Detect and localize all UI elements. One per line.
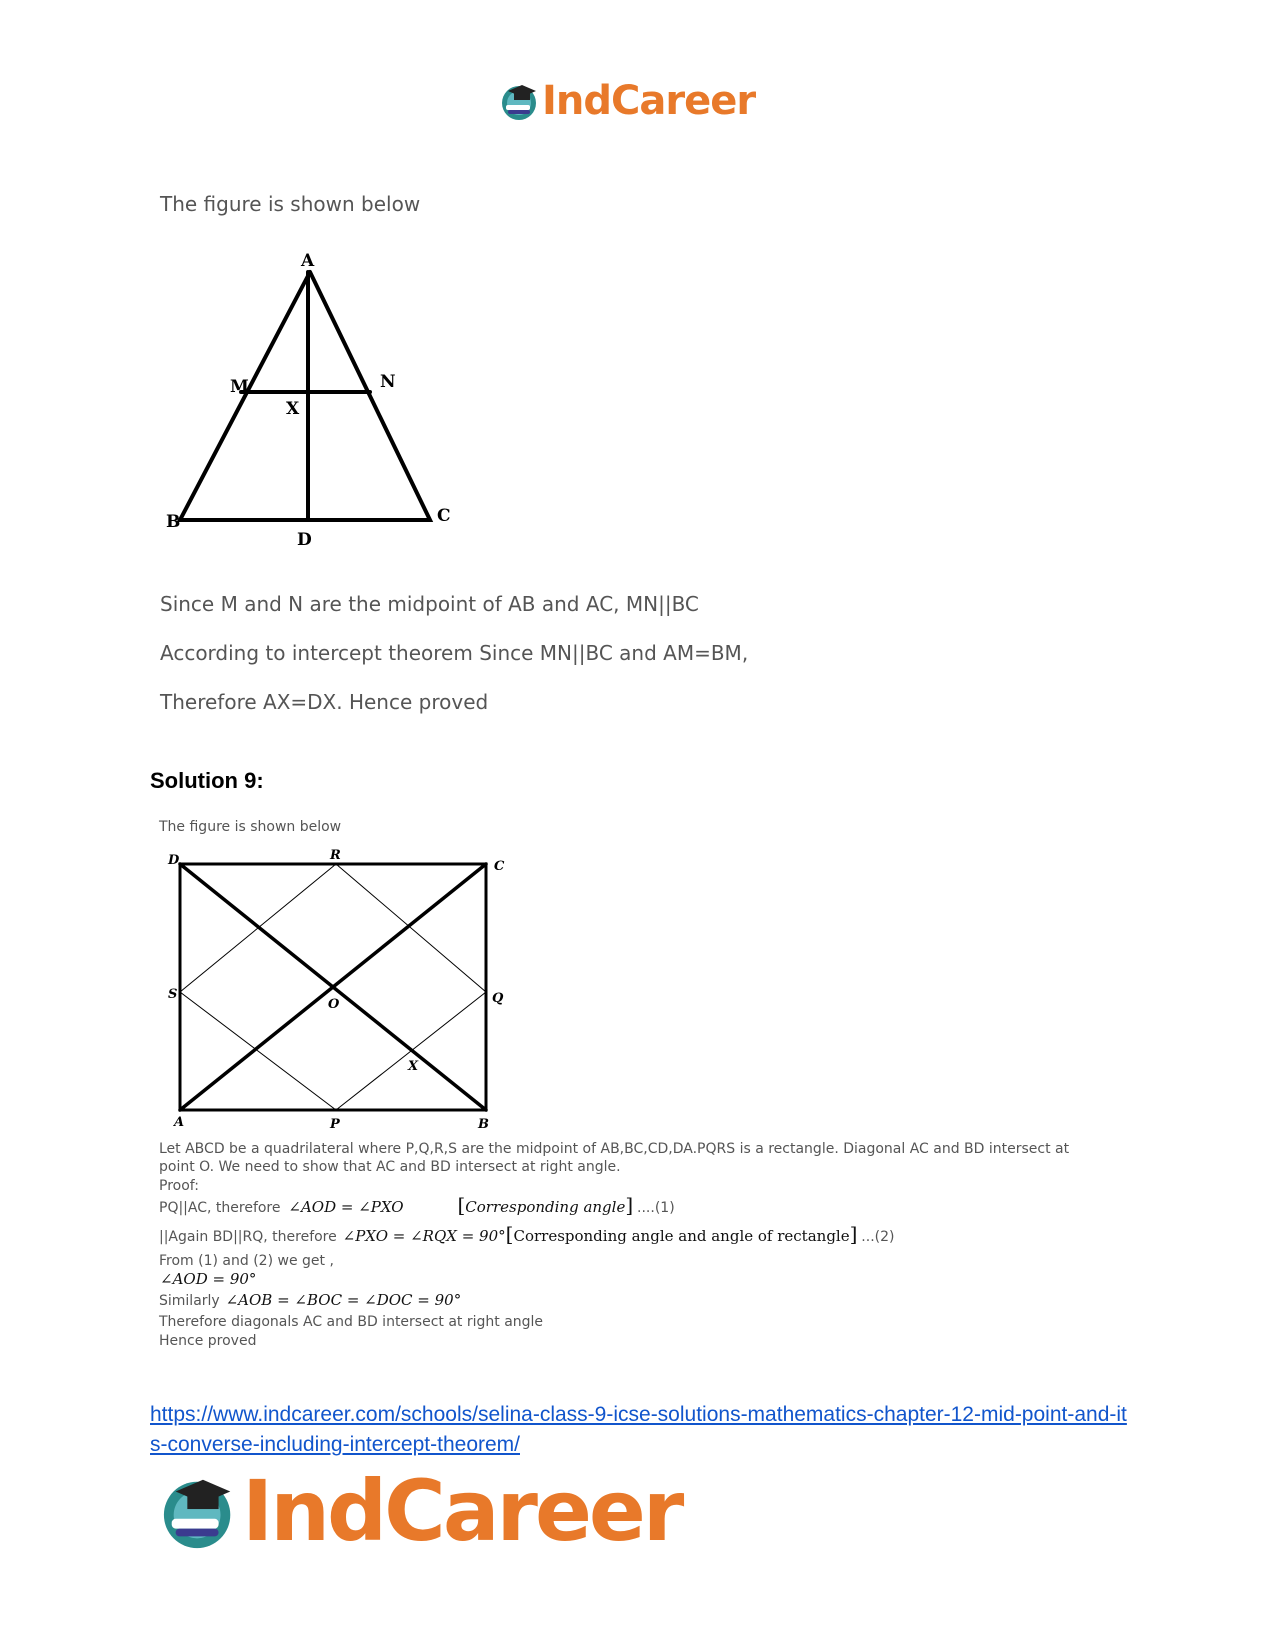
step1-ref: ....(1) [637,1200,675,1216]
header-logo-text: IndCareer [542,78,756,124]
label-c: C [494,859,505,874]
label-a: A [301,251,315,271]
step1-text: PQ||AC, therefore [159,1200,281,1216]
label-d: D [168,853,180,868]
footer-link[interactable]: https://www.indcareer.com/schools/selina-class-9-icse-solutions-mathematics-chapter-12-mid-point-and-its-converse-including-intercept-theorem/ [150,1403,1127,1456]
label-b: B [166,512,181,532]
solution8-line3: Therefore AX=DX. Hence proved [160,690,489,714]
label-m: M [230,377,249,397]
solution8-intro: The figure is shown below [160,192,421,216]
step2-reason: Corresponding angle and angle of rectangle [513,1227,850,1245]
footer-logo-text: IndCareer [242,1462,682,1560]
proof-step-1: PQ||AC, therefore ∠AOD = ∠PXO [Corresponding angle] ....(1) [159,1193,675,1217]
label-r: R [330,848,341,863]
step4-text: Similarly [159,1293,220,1309]
proof-step-2: ||Again BD||RQ, therefore ∠PXO = ∠RQX = 90°[Corresponding angle and angle of rectangle] ...(2) [159,1222,895,1246]
proof-step-3-math: ∠AOD = 90° [160,1270,257,1288]
label-b: B [478,1117,489,1132]
label-s: S [168,987,178,1002]
step4-math: ∠AOB = ∠BOC = ∠DOC = 90° [225,1291,462,1309]
step2-text: ||Again BD||RQ, therefore [159,1229,337,1245]
rectangle-figure [160,844,520,1134]
proof-step-5: Therefore diagonals AC and BD intersect at right angle [159,1314,544,1330]
solution8-line2: According to intercept theorem Since MN||BC and AM=BM, [160,641,749,665]
footer-logo [160,1462,681,1560]
solution9-paragraph: Let ABCD be a quadrilateral where P,Q,R,S are the midpoint of AB,BC,CD,DA.PQRS is a rectangle. Diagonal AC and BD intersect at point O. We need to show that AC and BD intersect at right angle. [159,1141,1070,1175]
step2-ref: ...(2) [861,1229,895,1245]
label-n: N [380,372,396,392]
graduation-cap-book-icon [500,81,542,121]
proof-step-4 [159,1291,461,1310]
header-logo [500,78,755,124]
proof-step-3-text: From (1) and (2) we get , [159,1253,334,1269]
label-a: A [174,1115,185,1130]
solution8-line1: Since M and N are the midpoint of AB and AC, MN||BC [160,592,699,616]
triangle-figure [150,240,470,550]
triangle-outline [180,272,430,520]
step2-math: ∠PXO = ∠RQX = 90° [342,1227,506,1245]
label-o: O [328,997,340,1012]
label-x: X [286,399,300,419]
label-c: C [437,506,451,526]
proof-label: Proof: [159,1178,199,1194]
solution9-intro: The figure is shown below [159,819,342,835]
graduation-cap-book-icon [160,1471,242,1551]
label-q: Q [492,991,504,1006]
step1-math: ∠AOD = ∠PXO [288,1198,404,1216]
label-x: X [408,1059,419,1074]
step1-reason: Corresponding angle [465,1198,626,1216]
label-d: D [297,530,312,550]
solution9-heading: Solution 9: [150,768,264,793]
label-p: P [330,1117,340,1132]
proof-step-6: Hence proved [159,1333,257,1349]
